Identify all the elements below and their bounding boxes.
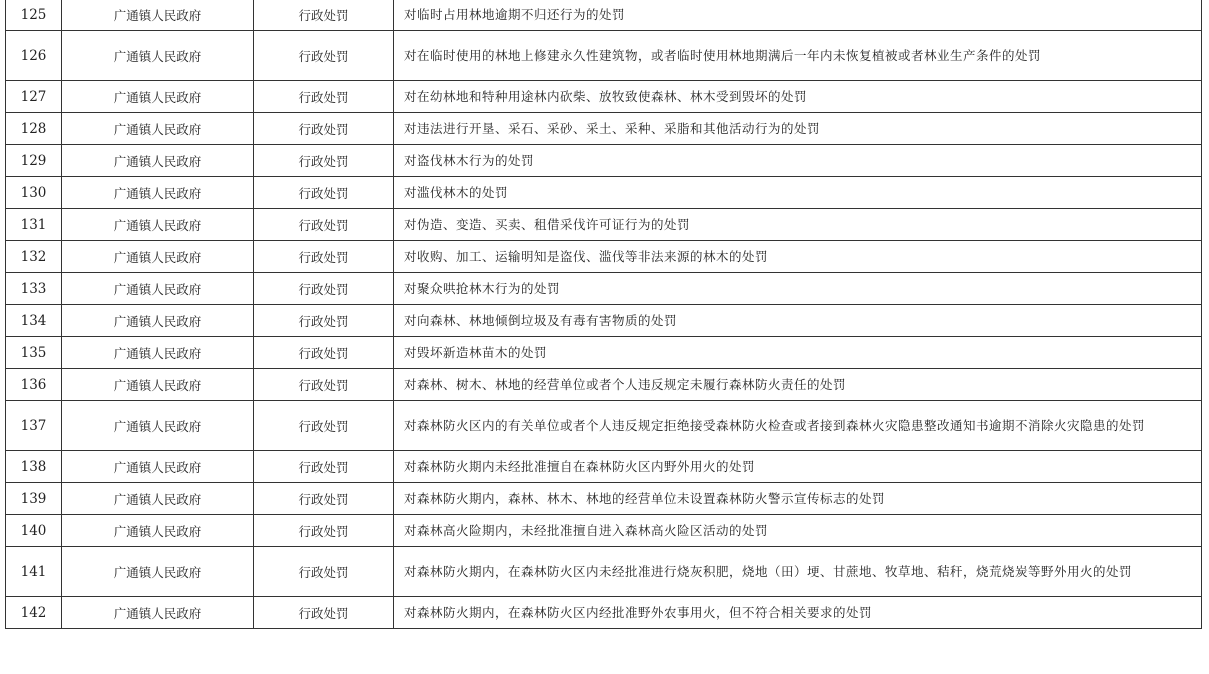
row-organization: 广通镇人民政府 [62,81,254,113]
row-organization: 广通镇人民政府 [62,273,254,305]
table-row [6,31,1202,81]
row-penalty-item: 对森林防火期内未经批准擅自在森林防火区内野外用火的处罚 [394,451,1202,483]
row-penalty-item: 对临时占用林地逾期不归还行为的处罚 [394,0,1202,31]
row-organization: 广通镇人民政府 [62,209,254,241]
row-number: 130 [6,177,62,209]
table-row [6,113,1202,145]
row-penalty-type: 行政处罚 [254,451,394,483]
row-organization: 广通镇人民政府 [62,305,254,337]
row-organization: 广通镇人民政府 [62,337,254,369]
row-penalty-item: 对在临时使用的林地上修建永久性建筑物，或者临时使用林地期满后一年内未恢复植被或者林业生产条件的处罚 [394,31,1202,81]
table-row [6,145,1202,177]
row-organization: 广通镇人民政府 [62,547,254,597]
row-number: 127 [6,81,62,113]
row-organization: 广通镇人民政府 [62,401,254,451]
row-organization: 广通镇人民政府 [62,369,254,401]
administrative-penalty-table [5,0,1202,629]
row-number: 131 [6,209,62,241]
row-penalty-type: 行政处罚 [254,81,394,113]
row-number: 142 [6,597,62,629]
row-penalty-item: 对森林防火期内，在森林防火区内未经批准进行烧灰积肥，烧地（田）埂、甘蔗地、牧草地、秸秆，烧荒烧炭等野外用火的处罚 [394,547,1202,597]
row-number: 129 [6,145,62,177]
row-penalty-type: 行政处罚 [254,209,394,241]
row-penalty-type: 行政处罚 [254,401,394,451]
row-penalty-item: 对森林防火期内，在森林防火区内经批准野外农事用火，但不符合相关要求的处罚 [394,597,1202,629]
row-number: 132 [6,241,62,273]
row-penalty-item: 对收购、加工、运输明知是盗伐、滥伐等非法来源的林木的处罚 [394,241,1202,273]
row-penalty-item: 对伪造、变造、买卖、租借采伐许可证行为的处罚 [394,209,1202,241]
row-penalty-type: 行政处罚 [254,483,394,515]
table-row [6,81,1202,113]
table-row [6,483,1202,515]
row-penalty-type: 行政处罚 [254,177,394,209]
row-penalty-item: 对滥伐林木的处罚 [394,177,1202,209]
table-row [6,241,1202,273]
row-penalty-type: 行政处罚 [254,305,394,337]
row-organization: 广通镇人民政府 [62,241,254,273]
table-row [6,177,1202,209]
table-row [6,515,1202,547]
table-row [6,451,1202,483]
row-penalty-type: 行政处罚 [254,547,394,597]
row-number: 137 [6,401,62,451]
row-number: 126 [6,31,62,81]
table-row [6,273,1202,305]
row-organization: 广通镇人民政府 [62,31,254,81]
row-organization: 广通镇人民政府 [62,113,254,145]
table-row [6,401,1202,451]
row-penalty-item: 对聚众哄抢林木行为的处罚 [394,273,1202,305]
row-penalty-type: 行政处罚 [254,241,394,273]
row-penalty-type: 行政处罚 [254,369,394,401]
row-penalty-type: 行政处罚 [254,145,394,177]
row-organization: 广通镇人民政府 [62,0,254,31]
row-number: 136 [6,369,62,401]
row-organization: 广通镇人民政府 [62,451,254,483]
table-row [6,209,1202,241]
row-organization: 广通镇人民政府 [62,145,254,177]
row-penalty-item: 对向森林、林地倾倒垃圾及有毒有害物质的处罚 [394,305,1202,337]
row-penalty-item: 对森林防火期内，森林、林木、林地的经营单位未设置森林防火警示宣传标志的处罚 [394,483,1202,515]
table-row [6,337,1202,369]
row-organization: 广通镇人民政府 [62,597,254,629]
row-organization: 广通镇人民政府 [62,177,254,209]
row-penalty-type: 行政处罚 [254,515,394,547]
row-number: 128 [6,113,62,145]
row-penalty-type: 行政处罚 [254,273,394,305]
row-penalty-type: 行政处罚 [254,113,394,145]
row-number: 138 [6,451,62,483]
row-number: 141 [6,547,62,597]
row-number: 140 [6,515,62,547]
row-penalty-item: 对盗伐林木行为的处罚 [394,145,1202,177]
table-row [6,0,1202,31]
row-penalty-type: 行政处罚 [254,31,394,81]
row-penalty-type: 行政处罚 [254,0,394,31]
row-penalty-item: 对毁坏新造林苗木的处罚 [394,337,1202,369]
row-penalty-type: 行政处罚 [254,337,394,369]
row-penalty-item: 对森林、树木、林地的经营单位或者个人违反规定未履行森林防火责任的处罚 [394,369,1202,401]
row-number: 133 [6,273,62,305]
row-penalty-item: 对违法进行开垦、采石、采砂、采土、采种、采脂和其他活动行为的处罚 [394,113,1202,145]
row-number: 139 [6,483,62,515]
row-organization: 广通镇人民政府 [62,483,254,515]
table-row [6,369,1202,401]
row-penalty-type: 行政处罚 [254,597,394,629]
row-number: 125 [6,0,62,31]
row-number: 135 [6,337,62,369]
row-number: 134 [6,305,62,337]
row-penalty-item: 对森林防火区内的有关单位或者个人违反规定拒绝接受森林防火检查或者接到森林火灾隐患整改通知书逾期不消除火灾隐患的处罚 [394,401,1202,451]
table-row [6,597,1202,629]
table-row [6,547,1202,597]
row-organization: 广通镇人民政府 [62,515,254,547]
row-penalty-item: 对森林高火险期内，未经批准擅自进入森林高火险区活动的处罚 [394,515,1202,547]
table-row [6,305,1202,337]
row-penalty-item: 对在幼林地和特种用途林内砍柴、放牧致使森林、林木受到毁坏的处罚 [394,81,1202,113]
